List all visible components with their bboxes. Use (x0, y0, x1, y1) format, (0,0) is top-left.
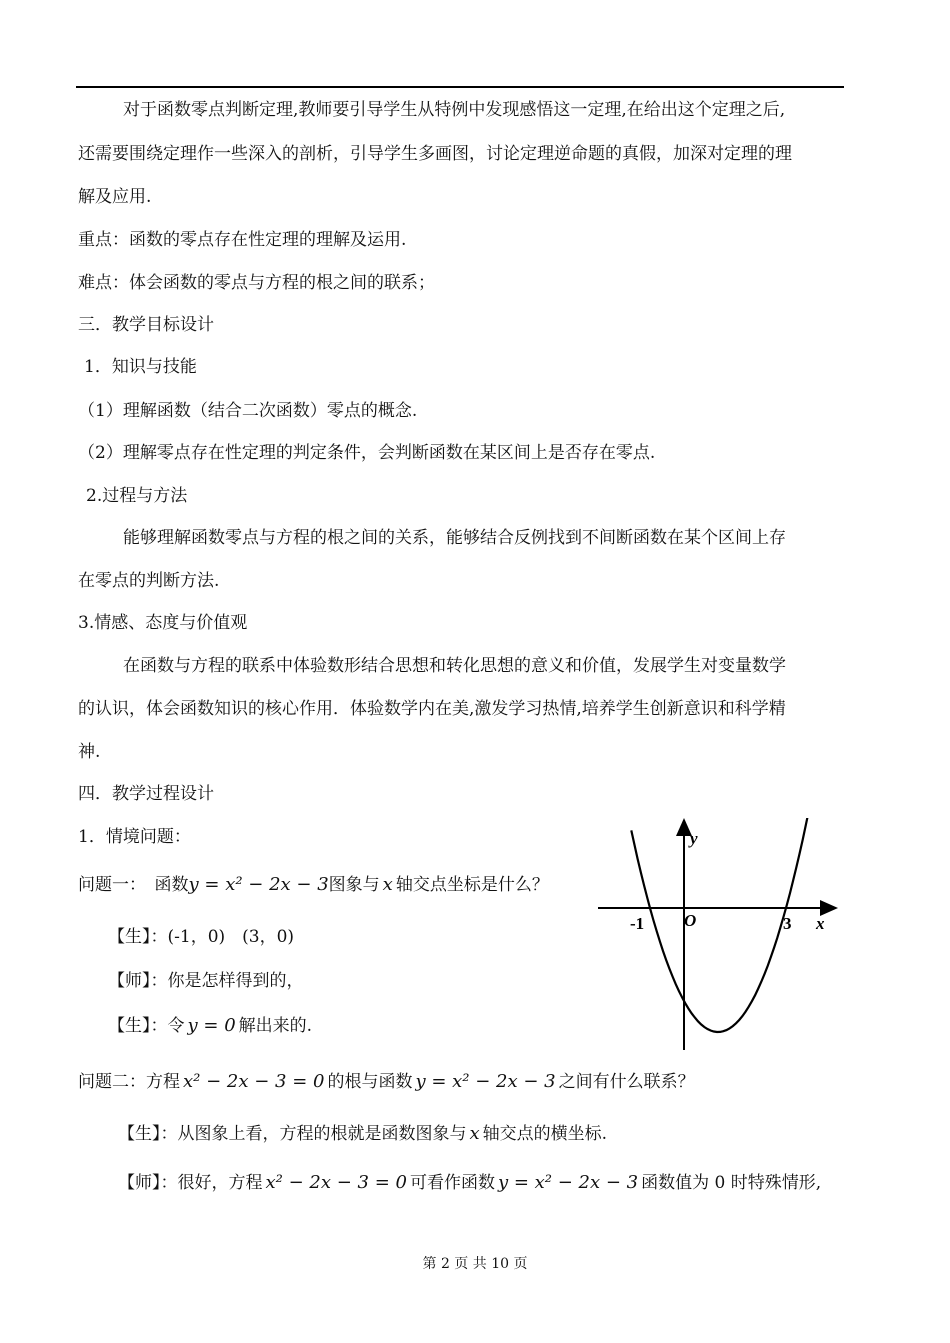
t2-mid: 可看作函数 (409, 1173, 495, 1193)
header-rule (76, 86, 844, 88)
section3-s2-heading: 2.过程与方法 (86, 486, 188, 506)
x-axis-label: x (816, 914, 825, 933)
q2-prefix: 问题二：方程 (78, 1072, 180, 1092)
q1-var: x (382, 874, 393, 895)
section4-heading: 四．教学过程设计 (78, 784, 214, 804)
para1-line1: 对于函数零点判断定理,教师要引导学生从特例中发现感悟这一定理,在给出这个定理之后, (123, 100, 786, 120)
root-right-label: 3 (783, 914, 792, 933)
a2-suffix: 解出来的. (238, 1016, 313, 1036)
section3-s3-heading: 3.情感、态度与价值观 (78, 613, 248, 633)
question1 (78, 874, 549, 896)
a2-formula: y = 0 (187, 1015, 236, 1036)
q1-prefix: 问题一： 函数 (78, 875, 189, 895)
section3-s2-line1: 能够理解函数零点与方程的根之间的关系，能够结合反例找到不间断函数在某个区间上存 (123, 528, 786, 548)
page-footer: 第 2 页 共 10 页 (422, 1256, 528, 1272)
q1-mid: 图象与 (328, 875, 380, 895)
t2-eq: x² − 2x − 3 = 0 (265, 1172, 407, 1193)
root-left-label: -1 (630, 914, 645, 933)
parabola-curve (631, 818, 821, 1032)
para1-line3: 解及应用. (78, 187, 152, 207)
answer3 (118, 1123, 607, 1145)
q2-mid: 的根与函数 (327, 1072, 413, 1092)
section3-s2-line2: 在零点的判断方法. (78, 571, 220, 591)
q1-formula: y = x² − 2x − 3 (188, 874, 329, 895)
difficulty: 难点：体会函数的零点与方程的根之间的联系； (78, 273, 435, 293)
y-axis-label: y (690, 829, 698, 848)
a3-prefix: 【生】：从图象上看，方程的根就是函数图象与 (118, 1124, 467, 1144)
teacher1: 【师】：你是怎样得到的， (108, 971, 304, 991)
section3-s3-line2: 的认识，体会函数知识的核心作用．体验数学内在美,激发学习热情,培养学生创新意识和科学精 (78, 699, 786, 719)
q2-func: y = x² − 2x − 3 (415, 1071, 556, 1092)
teacher2 (118, 1172, 821, 1194)
section3-s3-line1: 在函数与方程的联系中体验数形结合思想和转化思想的意义和价值，发展学生对变量数学 (123, 656, 786, 676)
question2 (78, 1071, 695, 1093)
section3-item2: （2）理解零点存在性定理的判定条件，会判断函数在某区间上是否存在零点. (78, 443, 656, 463)
section3-s3-line3: 神. (78, 742, 101, 762)
t2-prefix: 【师】：很好，方程 (118, 1173, 263, 1193)
section3-s1-heading: 1．知识与技能 (84, 357, 197, 377)
t2-suffix: 函数值为 0 时特殊情形, (641, 1173, 822, 1193)
answer2 (108, 1015, 312, 1037)
a2-prefix: 【生】：令 (108, 1016, 185, 1036)
q2-eq: x² − 2x − 3 = 0 (183, 1071, 325, 1092)
a3-var: x (469, 1123, 480, 1144)
t2-func: y = x² − 2x − 3 (497, 1172, 639, 1193)
answer1: 【生】：(-1，0) (3，0) (108, 927, 295, 947)
section4-s1-heading: 1．情境问题： (78, 827, 191, 847)
parabola-graph (590, 818, 850, 1058)
a3-suffix: 轴交点的横坐标. (482, 1124, 608, 1144)
q2-suffix: 之间有什么联系？ (558, 1072, 695, 1092)
q1-suffix: 轴交点坐标是什么？ (395, 875, 549, 895)
section3-heading: 三．教学目标设计 (78, 315, 214, 335)
section3-item1: （1）理解函数（结合二次函数）零点的概念. (78, 401, 418, 421)
para1-line2: 还需要围绕定理作一些深入的剖析，引导学生多画图，讨论定理逆命题的真假，加深对定理的理 (78, 144, 792, 164)
origin-label: O (684, 911, 697, 930)
key-point: 重点：函数的零点存在性定理的理解及运用. (78, 230, 407, 250)
